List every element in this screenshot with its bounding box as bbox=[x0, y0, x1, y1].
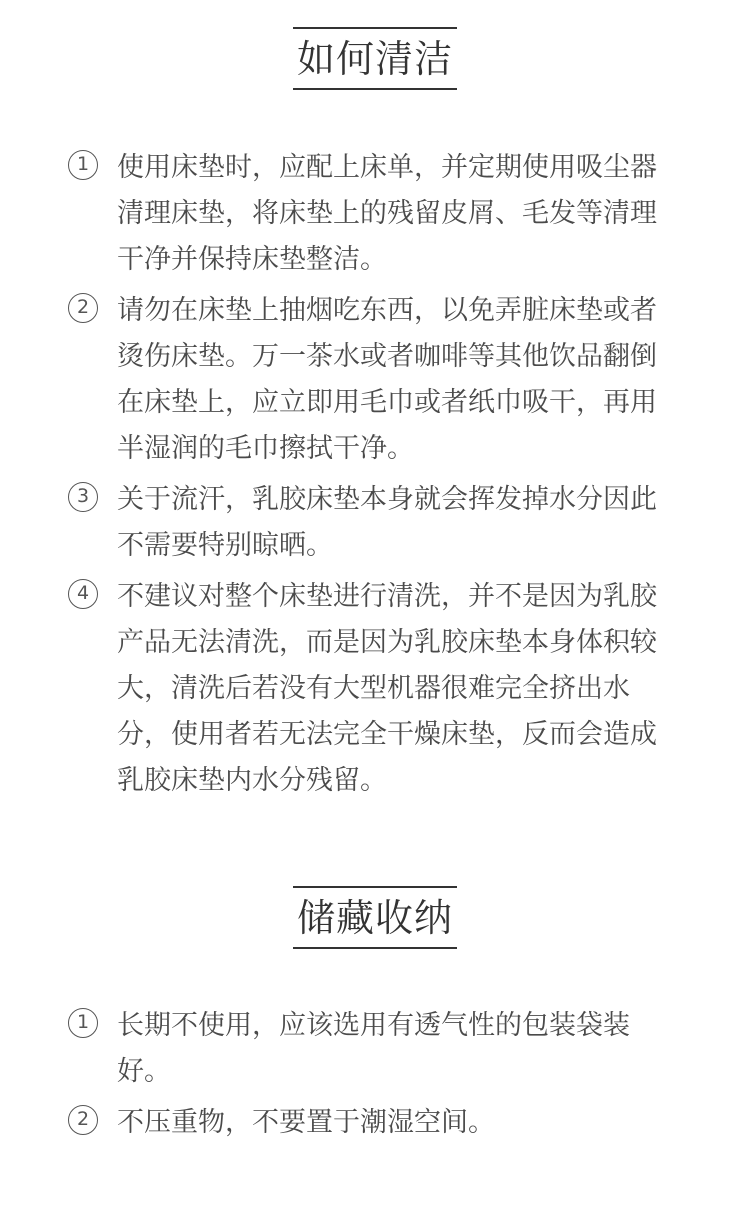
cleaning-section-header bbox=[0, 27, 750, 90]
list-item-text: 不压重物，不要置于潮湿空间。 bbox=[117, 1107, 495, 1138]
list-item bbox=[0, 1100, 750, 1146]
list-item bbox=[0, 288, 750, 472]
circled-number-icon: 3 bbox=[68, 482, 98, 512]
cleaning-section-title: 如何清洁 bbox=[293, 27, 457, 90]
circled-number-icon: 4 bbox=[68, 579, 98, 609]
storage-section-header bbox=[0, 886, 750, 949]
list-item bbox=[0, 574, 750, 804]
list-item bbox=[0, 145, 750, 283]
circled-number-icon: 1 bbox=[68, 1008, 98, 1038]
circled-number-icon: 1 bbox=[68, 150, 98, 180]
list-item bbox=[0, 477, 750, 569]
storage-list bbox=[0, 1003, 750, 1151]
circled-number-icon: 2 bbox=[68, 1105, 98, 1135]
storage-section-title: 储藏收纳 bbox=[293, 886, 457, 949]
list-item-text: 请勿在床垫上抽烟吃东西，以免弄脏床垫或者烫伤床垫。万一茶水或者咖啡等其他饮品翻倒在床垫上，应立即用毛巾或者纸巾吸干，再用半湿润的毛巾擦拭干净。 bbox=[117, 295, 657, 464]
list-item-text: 不建议对整个床垫进行清洗，并不是因为乳胶产品无法清洗，而是因为乳胶床垫本身体积较大，清洗后若没有大型机器很难完全挤出水分，使用者若无法完全干燥床垫，反而会造成乳胶床垫内水分残留。 bbox=[117, 581, 657, 796]
list-item-text: 长期不使用，应该选用有透气性的包装袋装好。 bbox=[117, 1010, 630, 1087]
list-item-text: 关于流汗，乳胶床垫本身就会挥发掉水分因此不需要特别晾晒。 bbox=[117, 484, 657, 561]
cleaning-list bbox=[0, 145, 750, 809]
list-item bbox=[0, 1003, 750, 1095]
circled-number-icon: 2 bbox=[68, 293, 98, 323]
list-item-text: 使用床垫时，应配上床单，并定期使用吸尘器清理床垫，将床垫上的残留皮屑、毛发等清理干净并保持床垫整洁。 bbox=[117, 152, 657, 275]
